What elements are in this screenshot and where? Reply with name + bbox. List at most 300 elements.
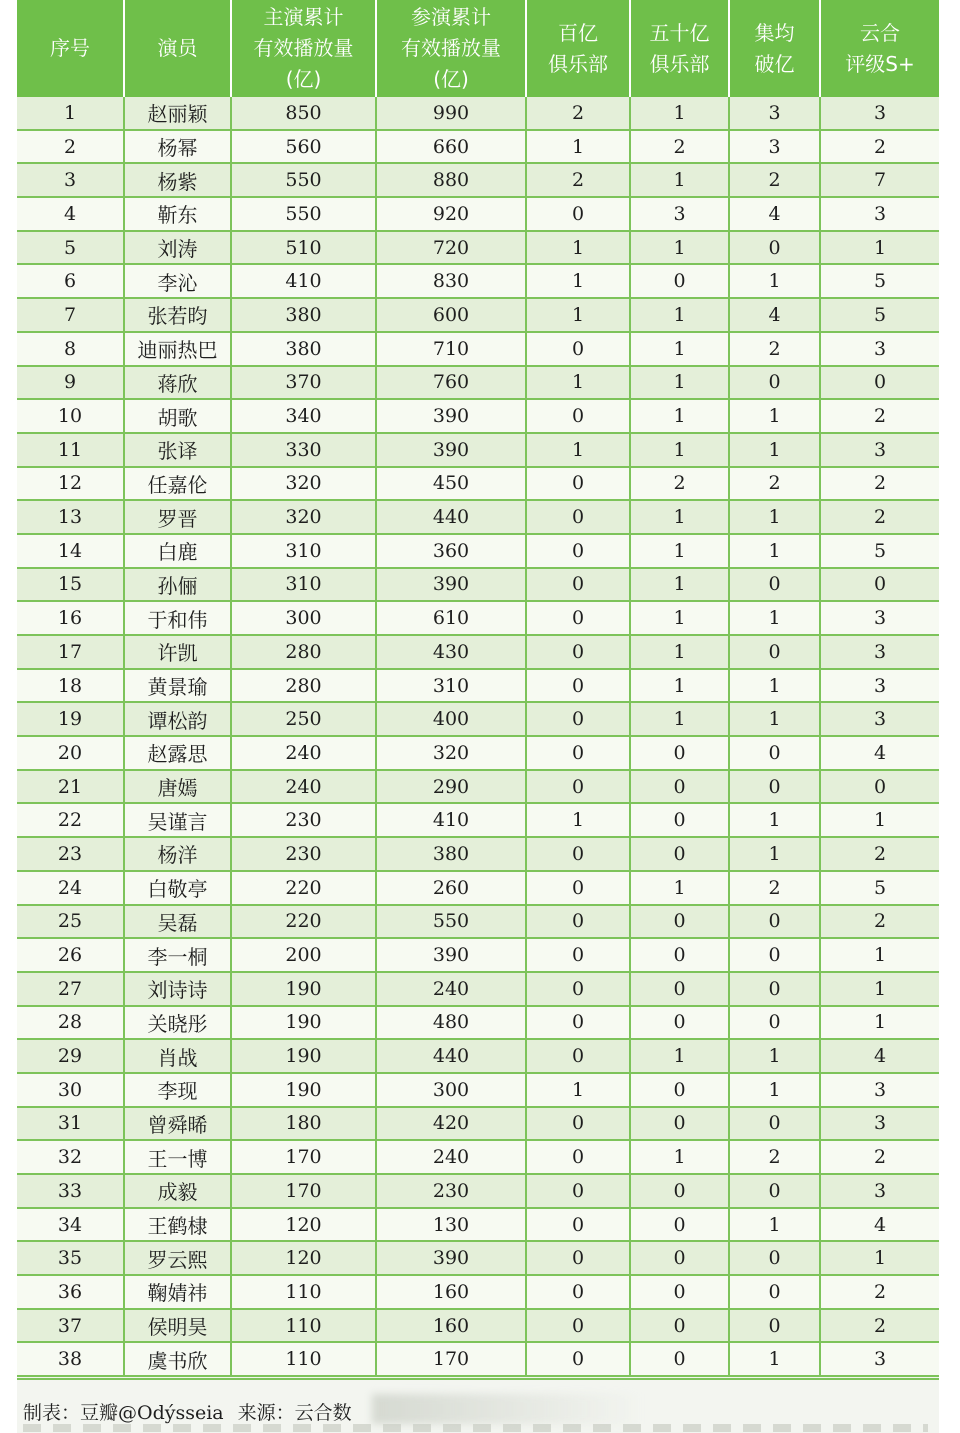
cell-index: 37 [17,1309,124,1343]
cell-50b-club: 1 [630,1140,729,1174]
cell-50b-club: 0 [630,736,729,770]
cell-actor: 于和伟 [124,601,231,635]
cell-index: 20 [17,736,124,770]
cell-index: 7 [17,298,124,332]
cell-index: 12 [17,467,124,501]
table-row [17,534,939,568]
cell-yunhe-splus: 3 [820,97,939,130]
cell-episode-over-100m: 1 [729,433,820,467]
cell-yunhe-splus: 3 [820,433,939,467]
cell-50b-club: 1 [630,332,729,366]
cell-episode-over-100m: 1 [729,702,820,736]
cell-50b-club: 0 [630,1208,729,1242]
cell-actor: 王鹤棣 [124,1208,231,1242]
cell-50b-club: 1 [630,298,729,332]
cell-index: 22 [17,803,124,837]
cell-50b-club: 0 [630,1107,729,1141]
cell-actor: 吴磊 [124,905,231,939]
cell-actor: 杨幂 [124,130,231,164]
column-header-line: 演员 [157,36,198,60]
column-header-line: 序号 [50,36,90,60]
cell-100b-club: 0 [526,972,630,1006]
cell-50b-club: 0 [630,1174,729,1208]
table-row [17,332,939,366]
cell-actor: 白敬亭 [124,871,231,905]
column-header-episode-over-100m [729,0,820,97]
cell-50b-club: 1 [630,568,729,602]
cell-100b-club: 0 [526,702,630,736]
cell-yunhe-splus: 2 [820,1309,939,1343]
cell-supporting-views: 600 [376,298,526,332]
cell-index: 29 [17,1039,124,1073]
cell-episode-over-100m: 0 [729,736,820,770]
table-row [17,1006,939,1040]
cell-episode-over-100m: 2 [729,163,820,197]
cell-episode-over-100m: 1 [729,1208,820,1242]
cell-yunhe-splus: 1 [820,972,939,1006]
cell-index: 3 [17,163,124,197]
cell-50b-club: 2 [630,467,729,501]
cell-yunhe-splus: 1 [820,1006,939,1040]
cell-100b-club: 1 [526,231,630,265]
cell-supporting-views: 240 [376,972,526,1006]
table-row [17,1174,939,1208]
cell-lead-views: 320 [231,500,376,534]
cell-lead-views: 370 [231,366,376,400]
table-row [17,938,939,972]
table-row [17,231,939,265]
cell-episode-over-100m: 2 [729,871,820,905]
cell-index: 5 [17,231,124,265]
cell-supporting-views: 760 [376,366,526,400]
cell-yunhe-splus: 3 [820,1107,939,1141]
cell-100b-club: 0 [526,905,630,939]
maker-credit: 制表：豆瓣@Odýsseia [23,1402,224,1424]
cell-100b-club: 0 [526,938,630,972]
cell-lead-views: 190 [231,972,376,1006]
cell-50b-club: 1 [630,399,729,433]
cell-50b-club: 1 [630,500,729,534]
cell-actor: 侯明昊 [124,1309,231,1343]
cell-episode-over-100m: 1 [729,837,820,871]
column-header-50b-club [630,0,729,97]
cell-100b-club: 0 [526,197,630,231]
cell-lead-views: 240 [231,770,376,804]
cell-yunhe-splus: 2 [820,500,939,534]
cell-actor: 李一桐 [124,938,231,972]
cell-100b-club: 0 [526,635,630,669]
cell-100b-club: 0 [526,1140,630,1174]
cell-yunhe-splus: 3 [820,669,939,703]
cell-lead-views: 230 [231,803,376,837]
table-row [17,197,939,231]
table-row [17,1275,939,1309]
cell-index: 9 [17,366,124,400]
cell-lead-views: 560 [231,130,376,164]
cell-index: 10 [17,399,124,433]
cell-50b-club: 0 [630,1309,729,1343]
cell-50b-club: 1 [630,433,729,467]
cell-index: 38 [17,1342,124,1376]
cell-supporting-views: 410 [376,803,526,837]
cell-100b-club: 1 [526,130,630,164]
table-row [17,905,939,939]
cell-actor: 胡歌 [124,399,231,433]
cell-episode-over-100m: 2 [729,467,820,501]
cell-episode-over-100m: 0 [729,1107,820,1141]
cell-supporting-views: 130 [376,1208,526,1242]
cell-episode-over-100m: 3 [729,97,820,130]
cell-100b-club: 0 [526,1039,630,1073]
cell-index: 24 [17,871,124,905]
cell-50b-club: 1 [630,669,729,703]
cell-yunhe-splus: 5 [820,534,939,568]
table-row [17,130,939,164]
cell-index: 36 [17,1275,124,1309]
cell-index: 18 [17,669,124,703]
cell-100b-club: 0 [526,568,630,602]
cell-actor: 吴谨言 [124,803,231,837]
cell-episode-over-100m: 1 [729,1342,820,1376]
cell-supporting-views: 390 [376,399,526,433]
cell-yunhe-splus: 1 [820,803,939,837]
table-row [17,1241,939,1275]
column-header-yunhe-splus [820,0,939,97]
cell-index: 15 [17,568,124,602]
cell-yunhe-splus: 4 [820,736,939,770]
cell-supporting-views: 160 [376,1275,526,1309]
table-row [17,1107,939,1141]
column-header-line: 俱乐部 [649,51,710,76]
cell-supporting-views: 310 [376,669,526,703]
cell-actor: 张译 [124,433,231,467]
table-row [17,1039,939,1073]
cell-50b-club: 0 [630,905,729,939]
blurred-text-region [372,1394,642,1424]
cell-yunhe-splus: 1 [820,1241,939,1275]
cell-yunhe-splus: 2 [820,837,939,871]
cell-100b-club: 0 [526,1241,630,1275]
cell-episode-over-100m: 0 [729,366,820,400]
cell-actor: 杨紫 [124,163,231,197]
cell-100b-club: 0 [526,1342,630,1376]
cell-supporting-views: 390 [376,433,526,467]
cell-episode-over-100m: 1 [729,803,820,837]
cell-index: 1 [17,97,124,130]
cell-lead-views: 310 [231,534,376,568]
cell-50b-club: 1 [630,366,729,400]
cell-lead-views: 220 [231,905,376,939]
column-header-index [17,0,124,97]
cell-100b-club: 0 [526,601,630,635]
cell-50b-club: 0 [630,1275,729,1309]
cell-supporting-views: 920 [376,197,526,231]
ranking-table [17,0,939,1377]
column-header-supporting-views [376,0,526,97]
cell-supporting-views: 720 [376,231,526,265]
cell-100b-club: 0 [526,770,630,804]
cell-100b-club: 2 [526,97,630,130]
cell-lead-views: 170 [231,1174,376,1208]
cell-lead-views: 330 [231,433,376,467]
cell-lead-views: 120 [231,1208,376,1242]
cell-50b-club: 1 [630,1039,729,1073]
cell-actor: 关晓彤 [124,1006,231,1040]
cell-yunhe-splus: 3 [820,332,939,366]
cell-actor: 鞠婧祎 [124,1275,231,1309]
cell-lead-views: 320 [231,467,376,501]
cell-100b-club: 0 [526,1208,630,1242]
table-row [17,702,939,736]
table-row [17,669,939,703]
cell-50b-club: 1 [630,635,729,669]
cell-actor: 虞书欣 [124,1342,231,1376]
cell-yunhe-splus: 2 [820,130,939,164]
cell-actor: 成毅 [124,1174,231,1208]
table-row [17,803,939,837]
cell-100b-club: 0 [526,332,630,366]
column-header-line: 五十亿 [649,20,710,45]
cell-100b-club: 1 [526,298,630,332]
cell-100b-club: 0 [526,837,630,871]
column-header-line: 俱乐部 [548,51,608,76]
cell-actor: 李沁 [124,264,231,298]
cell-index: 4 [17,197,124,231]
table-row [17,298,939,332]
cell-episode-over-100m: 1 [729,534,820,568]
table-row [17,264,939,298]
cell-supporting-views: 660 [376,130,526,164]
column-header-line: 主演累计 [263,5,344,29]
column-header-line: 集均 [754,20,795,45]
cell-yunhe-splus: 4 [820,1208,939,1242]
cell-50b-club: 0 [630,1241,729,1275]
cell-actor: 许凯 [124,635,231,669]
cell-index: 19 [17,702,124,736]
column-header-100b-club [526,0,630,97]
cell-lead-views: 200 [231,938,376,972]
cell-episode-over-100m: 0 [729,770,820,804]
cell-lead-views: 190 [231,1073,376,1107]
cell-lead-views: 110 [231,1275,376,1309]
cell-actor: 迪丽热巴 [124,332,231,366]
cell-index: 6 [17,264,124,298]
cell-lead-views: 410 [231,264,376,298]
cell-supporting-views: 550 [376,905,526,939]
cell-index: 30 [17,1073,124,1107]
cell-supporting-views: 300 [376,1073,526,1107]
cell-episode-over-100m: 4 [729,298,820,332]
column-header-actor [124,0,231,97]
table-row [17,1309,939,1343]
table-row [17,1208,939,1242]
cell-episode-over-100m: 0 [729,938,820,972]
cell-supporting-views: 610 [376,601,526,635]
cell-50b-club: 1 [630,871,729,905]
cell-50b-club: 0 [630,770,729,804]
cell-actor: 刘涛 [124,231,231,265]
cell-supporting-views: 990 [376,97,526,130]
table-body [17,97,939,1376]
cell-supporting-views: 390 [376,568,526,602]
cell-index: 14 [17,534,124,568]
cell-actor: 蒋欣 [124,366,231,400]
cell-lead-views: 280 [231,669,376,703]
cell-yunhe-splus: 5 [820,264,939,298]
cell-lead-views: 510 [231,231,376,265]
column-header-line: 云合 [860,20,900,45]
cell-supporting-views: 830 [376,264,526,298]
cell-supporting-views: 170 [376,1342,526,1376]
cell-supporting-views: 400 [376,702,526,736]
cell-50b-club: 0 [630,264,729,298]
cell-actor: 曾舜晞 [124,1107,231,1141]
cell-episode-over-100m: 0 [729,1275,820,1309]
column-header-line: 破亿 [754,51,795,76]
cell-lead-views: 190 [231,1006,376,1040]
cell-50b-club: 1 [630,163,729,197]
cell-actor: 王一博 [124,1140,231,1174]
cell-supporting-views: 440 [376,500,526,534]
cell-100b-club: 0 [526,467,630,501]
cell-50b-club: 1 [630,97,729,130]
cell-actor: 张若昀 [124,298,231,332]
cell-yunhe-splus: 3 [820,601,939,635]
cell-lead-views: 110 [231,1342,376,1376]
cell-index: 2 [17,130,124,164]
cell-index: 25 [17,905,124,939]
cell-episode-over-100m: 1 [729,1073,820,1107]
cell-100b-club: 0 [526,534,630,568]
cell-50b-club: 0 [630,837,729,871]
cell-100b-club: 0 [526,1006,630,1040]
cell-episode-over-100m: 1 [729,264,820,298]
table-row [17,837,939,871]
cell-100b-club: 0 [526,736,630,770]
cell-supporting-views: 230 [376,1174,526,1208]
cell-episode-over-100m: 0 [729,635,820,669]
cell-index: 8 [17,332,124,366]
cell-yunhe-splus: 7 [820,163,939,197]
cell-yunhe-splus: 2 [820,1140,939,1174]
cell-100b-club: 1 [526,366,630,400]
cell-100b-club: 0 [526,1174,630,1208]
cell-index: 31 [17,1107,124,1141]
cell-100b-club: 2 [526,163,630,197]
table-row [17,399,939,433]
cell-100b-club: 0 [526,1275,630,1309]
table-row [17,770,939,804]
table-row [17,467,939,501]
cell-100b-club: 1 [526,803,630,837]
column-header-line: (亿) [285,67,322,91]
cell-episode-over-100m: 0 [729,1309,820,1343]
table-row [17,972,939,1006]
cell-index: 11 [17,433,124,467]
cell-index: 27 [17,972,124,1006]
cell-lead-views: 120 [231,1241,376,1275]
cell-index: 35 [17,1241,124,1275]
cell-lead-views: 310 [231,568,376,602]
cell-actor: 罗云熙 [124,1241,231,1275]
column-header-line: 百亿 [558,20,598,45]
cell-supporting-views: 710 [376,332,526,366]
cell-yunhe-splus: 5 [820,871,939,905]
table-row [17,568,939,602]
cell-actor: 任嘉伦 [124,467,231,501]
cell-lead-views: 550 [231,163,376,197]
credit-line [23,1398,366,1425]
cell-episode-over-100m: 0 [729,231,820,265]
cell-actor: 杨洋 [124,837,231,871]
table-footer [17,1378,939,1433]
cell-lead-views: 240 [231,736,376,770]
table-row [17,1073,939,1107]
cell-actor: 赵露思 [124,736,231,770]
cell-supporting-views: 390 [376,1241,526,1275]
table-row [17,433,939,467]
cell-supporting-views: 430 [376,635,526,669]
cell-index: 32 [17,1140,124,1174]
table-row [17,1140,939,1174]
cell-lead-views: 300 [231,601,376,635]
cell-supporting-views: 260 [376,871,526,905]
cell-50b-club: 1 [630,702,729,736]
cell-50b-club: 0 [630,972,729,1006]
table-row [17,366,939,400]
cell-lead-views: 850 [231,97,376,130]
cell-yunhe-splus: 3 [820,1342,939,1376]
cell-supporting-views: 360 [376,534,526,568]
cell-index: 33 [17,1174,124,1208]
cell-50b-club: 2 [630,130,729,164]
cell-episode-over-100m: 3 [729,130,820,164]
cell-100b-club: 0 [526,1309,630,1343]
cell-yunhe-splus: 3 [820,702,939,736]
cell-actor: 李现 [124,1073,231,1107]
cell-actor: 赵丽颖 [124,97,231,130]
cell-lead-views: 280 [231,635,376,669]
cell-actor: 孙俪 [124,568,231,602]
cell-yunhe-splus: 3 [820,197,939,231]
cell-supporting-views: 320 [376,736,526,770]
cell-episode-over-100m: 1 [729,399,820,433]
cell-50b-club: 1 [630,534,729,568]
cell-actor: 肖战 [124,1039,231,1073]
cell-supporting-views: 480 [376,1006,526,1040]
cell-lead-views: 110 [231,1309,376,1343]
table-row [17,635,939,669]
cell-episode-over-100m: 1 [729,601,820,635]
cell-episode-over-100m: 0 [729,568,820,602]
column-header-line: 评级S+ [845,51,915,76]
cell-lead-views: 180 [231,1107,376,1141]
cell-100b-club: 0 [526,399,630,433]
cell-episode-over-100m: 2 [729,1140,820,1174]
cell-100b-club: 1 [526,264,630,298]
cell-supporting-views: 290 [376,770,526,804]
cell-yunhe-splus: 0 [820,568,939,602]
cell-supporting-views: 440 [376,1039,526,1073]
cell-yunhe-splus: 1 [820,231,939,265]
cell-index: 26 [17,938,124,972]
cell-episode-over-100m: 0 [729,1174,820,1208]
column-header-lead-views [231,0,376,97]
cell-50b-club: 1 [630,601,729,635]
cell-index: 16 [17,601,124,635]
cell-yunhe-splus: 4 [820,1039,939,1073]
cell-episode-over-100m: 2 [729,332,820,366]
